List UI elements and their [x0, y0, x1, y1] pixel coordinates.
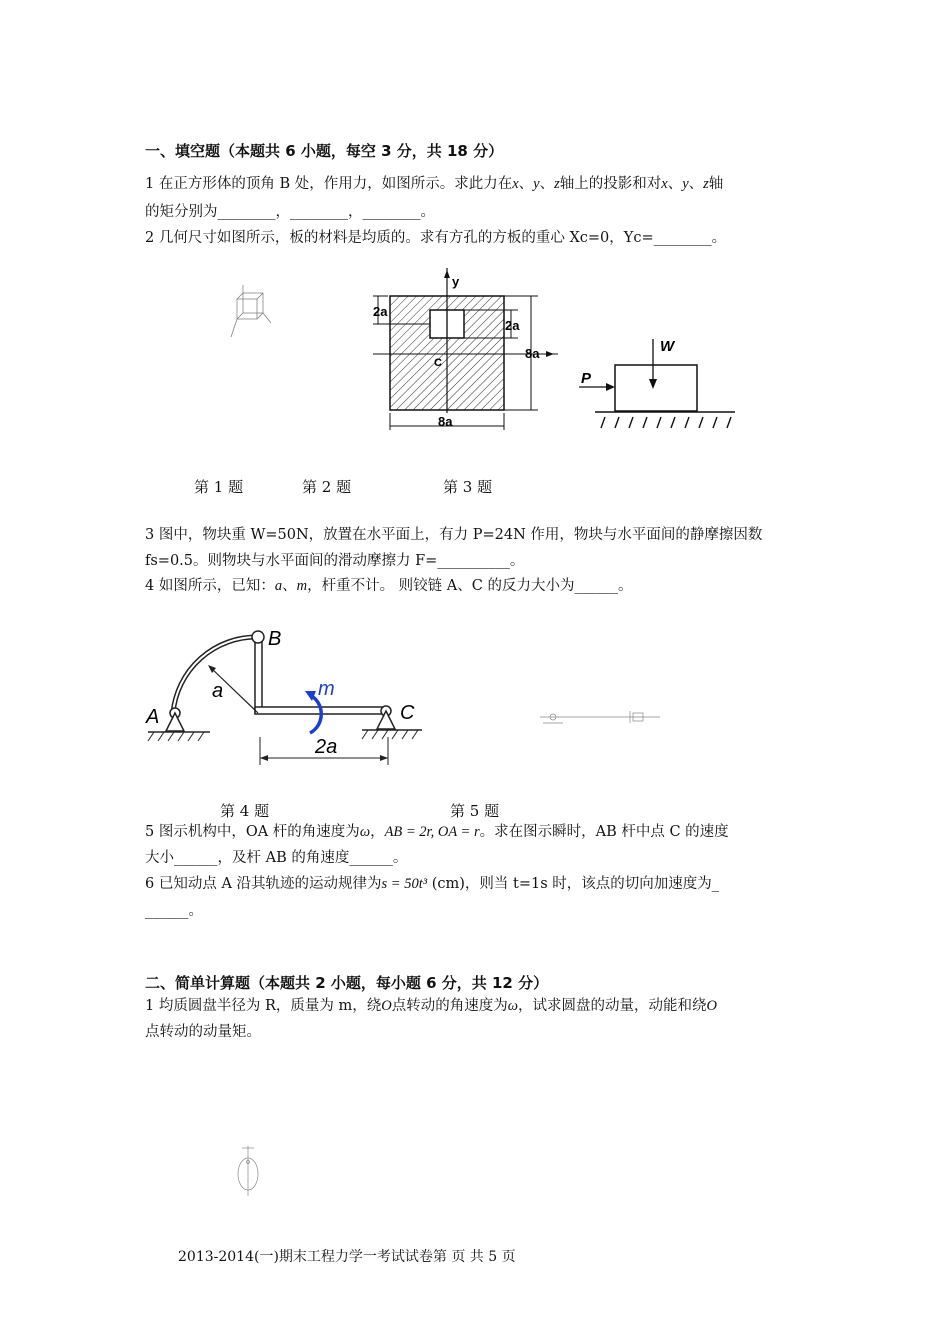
fig3-block — [575, 335, 740, 433]
fig4-label-c: C — [400, 702, 415, 724]
fig2-label-y: y — [452, 274, 460, 289]
fig2-label-2a-left: 2a — [373, 304, 388, 319]
section2-title: 二、简单计算题（本题共 2 小题，每小题 6 分，共 12 分） — [145, 974, 549, 992]
fig2-plate — [368, 268, 568, 436]
fig4-label-b: B — [268, 628, 282, 650]
s2-q1-line1: 1 均质圆盘半径为 R，质量为 m，绕O点转动的角速度为ω，试求圆盘的动量，动能和绕O — [145, 998, 717, 1014]
fig4-frame — [140, 615, 440, 775]
q3-line1: 3 图中，物块重 W=50N，放置在水平面上，有力 P=24N 作用，物块与水平面间的静摩擦因数 — [145, 527, 763, 543]
fig2-label-c: C — [434, 357, 442, 369]
caption-q2: 第 2 题 — [302, 478, 352, 496]
q1-line2: 的矩分别为________，________，________。 — [145, 204, 435, 220]
s2-q1-line2: 点转动的动量矩。 — [145, 1024, 261, 1040]
fig3-label-p: P — [581, 370, 592, 387]
q3-line2: fs=0.5。则物块与水平面间的滑动摩擦力 F=__________。 — [145, 553, 525, 569]
s2-disc-figure — [232, 1140, 268, 1198]
q1-line1: 1 在正方形体的顶角 B 处，作用力，如图所示。求此力在x、y、z轴上的投影和对x、y、z轴 — [145, 176, 724, 192]
q6-line2: ______。 — [145, 903, 203, 919]
page-footer: 2013-2014(一)期末工程力学一考试试卷第 页 共 5 页 — [178, 1249, 516, 1265]
fig4-label-2a: 2a — [315, 736, 338, 758]
fig2-label-2a-right: 2a — [505, 318, 520, 333]
q4-text: 4 如图所示，已知：a、m，杆重不计。 则铰链 A、C 的反力大小为______。 — [145, 578, 633, 594]
fig5-mechanism — [535, 705, 665, 730]
caption-q5: 第 5 题 — [450, 802, 500, 820]
caption-q3: 第 3 题 — [443, 478, 493, 496]
fig4-label-a-point: A — [146, 706, 160, 728]
fig3-label-w: W — [660, 338, 675, 355]
fig1-cube — [225, 285, 275, 345]
caption-q4: 第 4 题 — [220, 802, 270, 820]
fig4-label-m: m — [318, 678, 335, 700]
q5-line2: 大小______，及杆 AB 的角速度______。 — [145, 850, 408, 866]
fig2-label-8a-right: 8a — [525, 346, 540, 361]
caption-q1: 第 1 题 — [194, 478, 244, 496]
section1-title: 一、填空题（本题共 6 小题，每空 3 分，共 18 分） — [145, 142, 504, 160]
fig4-label-a-radius: a — [212, 680, 224, 702]
fig2-label-8a-bottom: 8a — [438, 414, 453, 429]
q6-line1: 6 已知动点 A 沿其轨迹的运动规律为s = 50t³ (cm)，则当 t=1s 时，该点的切向加速度为_ — [145, 876, 719, 892]
q2-text: 2 几何尺寸如图所示，板的材料是均质的。求有方孔的方板的重心 Xc=0，Yc=________。 — [145, 230, 727, 246]
q5-line1: 5 图示机构中，OA 杆的角速度为ω，AB = 2r, OA = r。求在图示瞬时，AB 杆中点 C 的速度 — [145, 824, 729, 840]
